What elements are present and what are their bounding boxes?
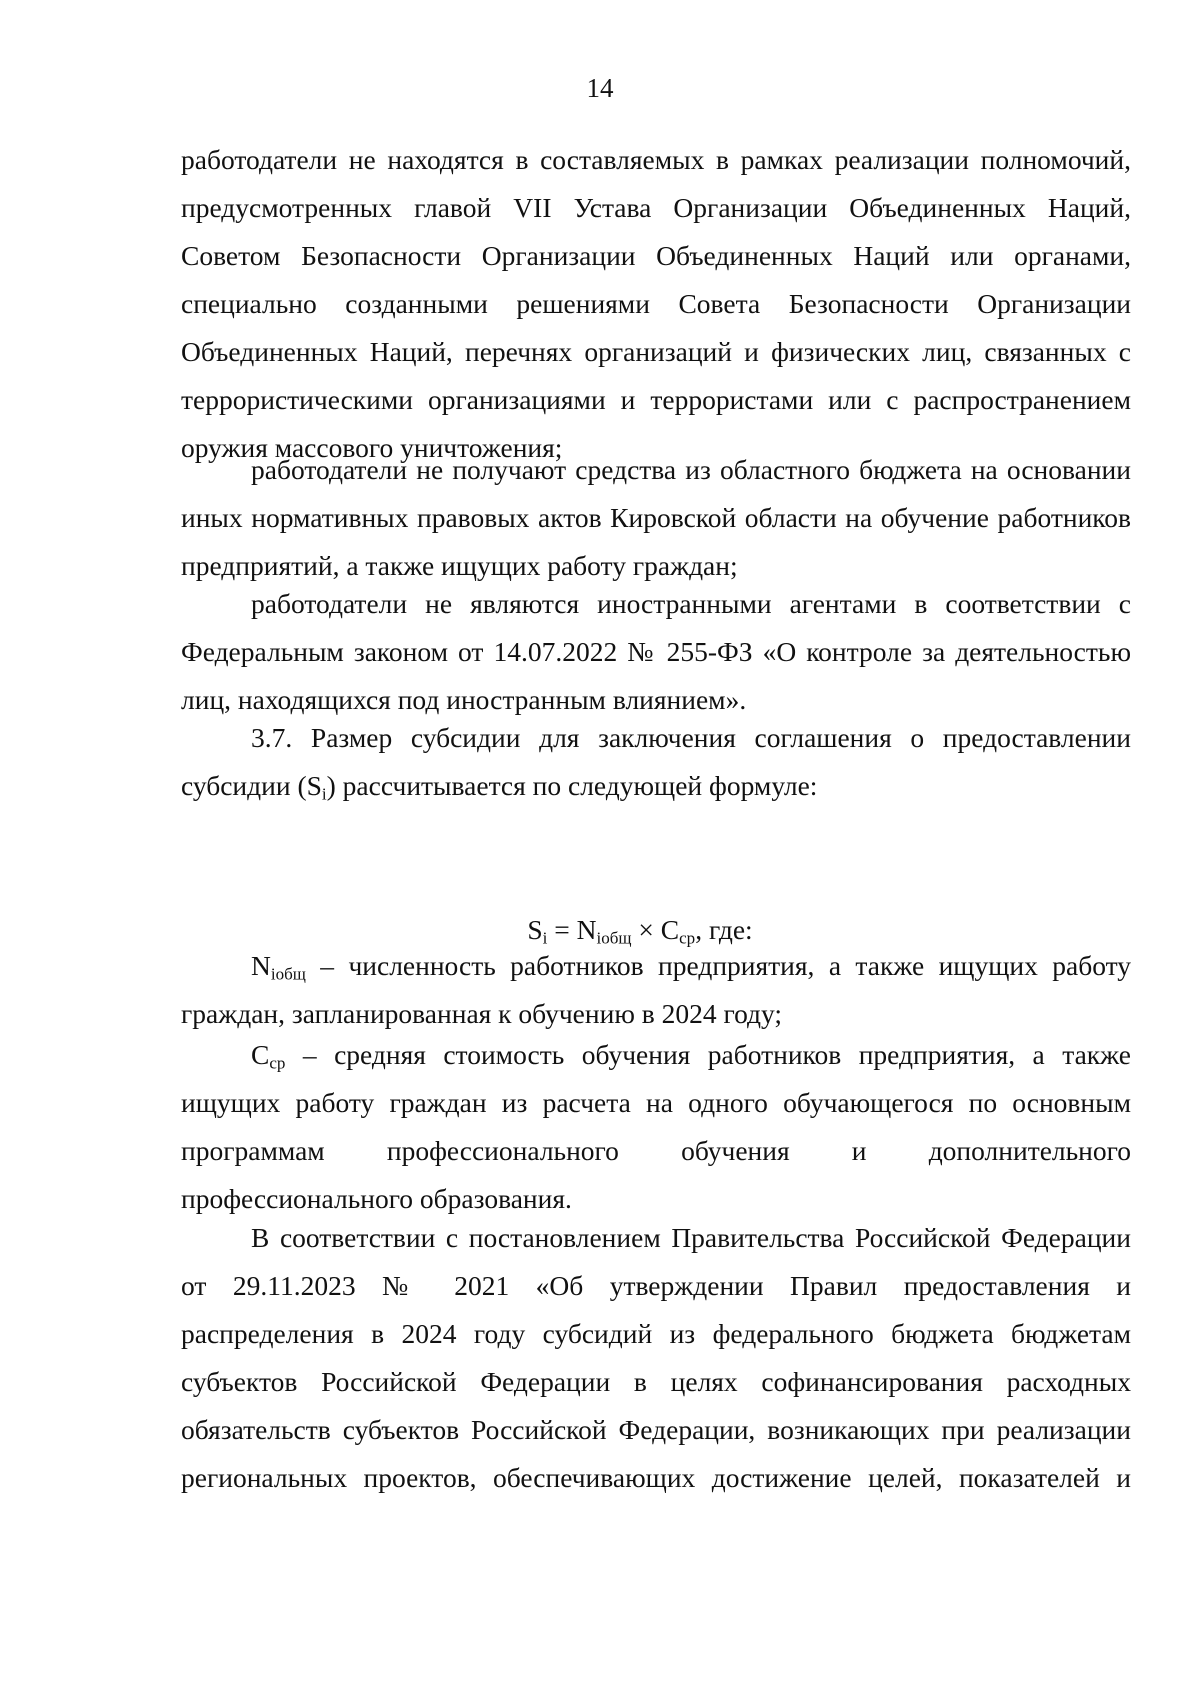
paragraph-government-decree: В соответствии с постановлением Правительства Российской Федерации от 29.11.2023 № 2021 «Об утверждении Правил предоставления и распределения в 2024 году субсидий из федерального бюджета бюджетам субъектов Российской Федерации в целях софинансирования расходных обязательств субъектов Российской Федерации, возникающих при реализации региональных проектов, обеспечивающих достижение целей, показателей и: [181, 1222, 1131, 1493]
definition-c-text: – средняя стоимость обучения работников предприятия, а также ищущих работу граждан из расчета на одного обучающегося по основным программам профессионального обучения и дополнительного профессионального образования.: [181, 1039, 1131, 1214]
formula-eq: = N: [547, 914, 597, 945]
formula-s: S: [527, 914, 543, 945]
definition-c-symbol: C: [251, 1039, 270, 1070]
definition-n: [181, 942, 1131, 1038]
definition-n-sub: iобщ: [270, 964, 306, 984]
section-3-7-prefix: 3.7. Размер субсидии для заключения соглашения о предоставлении субсидии (S: [181, 722, 1131, 801]
definition-c: [181, 1031, 1131, 1223]
formula-times: × C: [631, 914, 680, 945]
formula-s-sub: i: [542, 928, 548, 948]
section-3-7-suffix: ) рассчитывается по следующей формуле:: [326, 770, 818, 801]
formula-tail: , где:: [695, 914, 753, 945]
paragraph-section-3-7: [181, 714, 1131, 810]
paragraph-sanctions-lists: работодатели не находятся в составляемых в рамках реализации полномочий, предусмотренных главой VII Устава Организации Объединенных Наций, Советом Безопасности Организации Объединенных Наций или органами, специально созданными решениями Совета Безопасности Организации Объединенных Наций, перечнях организаций и физических лиц, связанных с террористическими организациями и террористами или с распространением оружия массового уничтожения;: [181, 144, 1131, 463]
formula-c-sub: ср: [679, 928, 696, 948]
definition-c-sub: ср: [269, 1053, 286, 1073]
definition-n-symbol: N: [251, 950, 271, 981]
definition-n-text: – численность работников предприятия, а также ищущих работу граждан, запланированная к обучению в 2024 году;: [181, 950, 1131, 1029]
paragraph-not-foreign-agents: работодатели не являются иностранными агентами в соответствии с Федеральным законом от 14.07.2022 № 255-ФЗ «О контроле за деятельностью лиц, находящихся под иностранным влиянием».: [181, 588, 1131, 715]
paragraph-no-regional-funds: работодатели не получают средства из областного бюджета на основании иных нормативных правовых актов Кировской области на обучение работников предприятий, а также ищущих работу граждан;: [181, 454, 1131, 581]
page-number: 14: [586, 73, 614, 103]
subscript-i: i: [321, 784, 327, 804]
formula-n-sub: iобщ: [596, 928, 632, 948]
